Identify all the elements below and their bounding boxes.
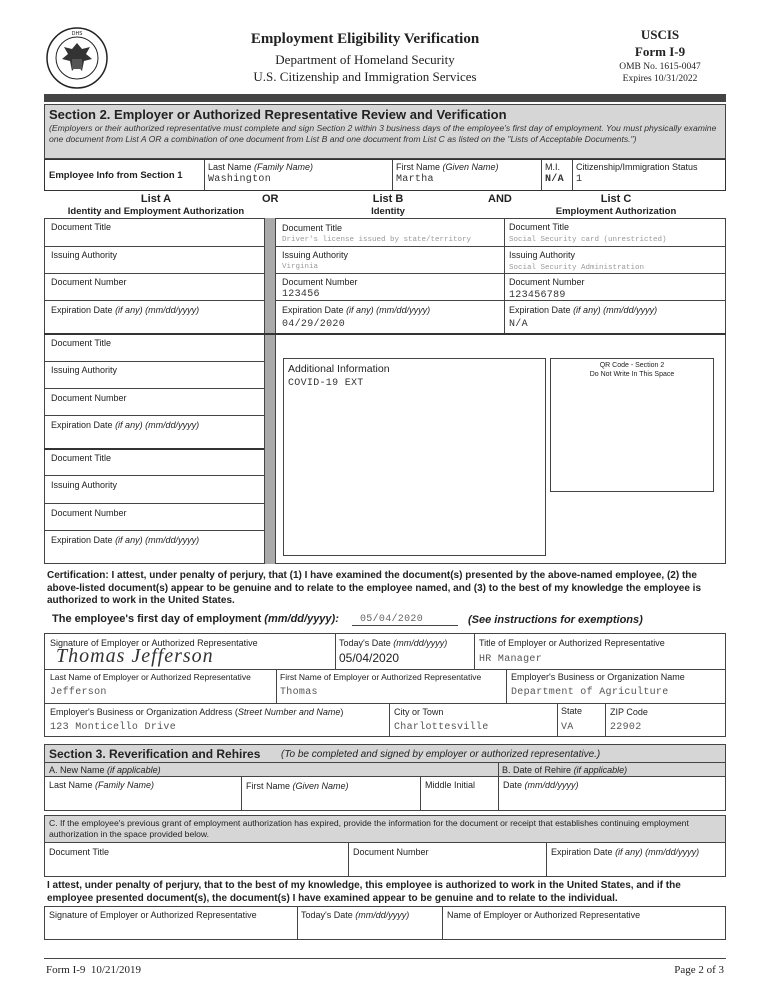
list-c-exp-label: Expiration Date (if any) (mm/dd/yyyy) — [509, 305, 658, 315]
s3-doc-title-label: Document Title — [49, 847, 110, 857]
additional-info-value[interactable]: COVID-19 EXT — [288, 378, 364, 389]
section3-header — [44, 744, 726, 763]
s3-first-name-label: First Name (Given Name) — [246, 781, 349, 791]
today-date-value[interactable]: 05/04/2020 — [339, 651, 400, 665]
new-name-label: A. New Name (if applicable) — [49, 765, 161, 775]
city-label: City or Town — [394, 707, 444, 717]
department-name: Department of Homeland Security — [275, 52, 455, 67]
s3-today-label: Today's Date (mm/dd/yyyy) — [301, 910, 410, 920]
form-title: Employment Eligibility Verification — [250, 31, 480, 47]
list-separator — [264, 218, 276, 564]
section2-instructions: (Employers or their authorized representative must complete and sign Section 2 within 3 business days of the employee's first day of employment. You must physically examine one document from List A OR a combination of one document from List B and one document from List C as listed on the "Lists of Acceptable Documents.") — [49, 123, 717, 144]
exemptions-note: (See instructions for exemptions) — [468, 614, 643, 626]
list-c-doc-title-value[interactable]: Social Security card (unrestricted) — [509, 236, 667, 244]
list-a3-issuing-label: Issuing Authority — [51, 480, 118, 490]
list-a1-doc-title-label: Document Title — [51, 222, 112, 232]
list-a2-issuing-label: Issuing Authority — [51, 365, 118, 375]
org-name-value[interactable]: Department of Agriculture — [511, 687, 669, 698]
city-value[interactable]: Charlottesville — [394, 722, 489, 733]
list-b-issuing-value[interactable]: Virginia — [282, 263, 319, 271]
list-a-subtitle: Identity and Employment Authorization — [67, 206, 245, 217]
s3-name-label: Name of Employer or Authorized Representative — [447, 910, 641, 920]
list-b-title: List B — [372, 193, 404, 205]
mi-value[interactable]: N/A — [545, 174, 564, 185]
rehire-label: B. Date of Rehire (if applicable) — [502, 765, 628, 775]
list-b-subtitle: Identity — [371, 206, 405, 217]
list-a1-exp-label: Expiration Date (if any) (mm/dd/yyyy) — [51, 305, 200, 315]
s3-doc-number-label: Document Number — [353, 847, 429, 857]
list-c-doc-title-label: Document Title — [509, 222, 570, 232]
s3-signature-label: Signature of Employer or Authorized Representative — [49, 910, 257, 920]
and-label: AND — [488, 193, 512, 205]
footer-page-number: Page 2 of 3 — [674, 964, 724, 976]
employer-address-label: Employer's Business or Organization Address (Street Number and Name) — [50, 707, 344, 717]
list-b-doc-number-value[interactable]: 123456 — [282, 289, 320, 300]
list-c-issuing-value[interactable]: Social Security Administration — [509, 264, 645, 272]
list-a1-issuing-label: Issuing Authority — [51, 250, 118, 260]
list-a2-doc-title-label: Document Title — [51, 338, 112, 348]
zip-value[interactable]: 22902 — [610, 722, 642, 733]
employer-title-label: Title of Employer or Authorized Representative — [479, 638, 665, 648]
employer-last-name-value[interactable]: Jefferson — [50, 687, 107, 698]
employer-first-name-label: First Name of Employer or Authorized Representative — [280, 672, 482, 682]
state-value[interactable]: VA — [561, 722, 574, 733]
additional-info-box[interactable] — [283, 358, 546, 556]
last-name-value[interactable]: Washington — [208, 174, 272, 185]
list-c-subtitle: Employment Authorization — [555, 206, 677, 217]
list-c-exp-value[interactable]: N/A — [509, 319, 528, 330]
dhs-seal — [46, 27, 108, 89]
list-b-doc-number-label: Document Number — [282, 277, 358, 287]
org-name-label: Employer's Business or Organization Name — [511, 672, 685, 682]
form-number: Form I-9 — [634, 44, 686, 59]
omb-number: OMB No. 1615-0047 — [619, 62, 701, 72]
list-b-issuing-label: Issuing Authority — [282, 250, 349, 260]
list-a3-doc-number-label: Document Number — [51, 508, 127, 518]
list-b-doc-title-value[interactable]: Driver's license issued by state/territory — [282, 236, 472, 244]
status-label: Citizenship/Immigration Status — [576, 162, 698, 172]
list-a1-doc-number-label: Document Number — [51, 277, 127, 287]
uscis-label: USCIS — [640, 27, 680, 42]
list-a2-exp-label: Expiration Date (if any) (mm/dd/yyyy) — [51, 420, 200, 430]
svg-text:DHS: DHS — [71, 31, 83, 37]
section3-attest: I attest, under penalty of perjury, that to the best of my knowledge, this employee is authorized to work in the United States, and if the employee presented document(s), the document(s) I have examined appear to be genuine and to relate to the individual. — [47, 880, 681, 904]
list-c-doc-number-label: Document Number — [509, 277, 585, 287]
s3-date-label: Date (mm/dd/yyyy) — [503, 780, 579, 790]
list-b-exp-value[interactable]: 04/29/2020 — [282, 319, 346, 330]
qr-code-box — [550, 358, 714, 492]
employer-signature[interactable]: Thomas Jefferson — [56, 645, 214, 667]
certification-text: Certification: I attest, under penalty of perjury, that (1) I have examined the document(s) presented by the above-named employee, (2) the above-listed document(s) appear to be genuine and to relate to the employee named, and (3) to the best of my knowledge the employee is authorized to work in the United States. — [47, 570, 702, 606]
employer-title-value[interactable]: HR Manager — [479, 654, 543, 665]
employee-info-row — [44, 159, 726, 191]
employer-address-value[interactable]: 123 Monticello Drive — [50, 722, 177, 733]
mi-label: M.I. — [545, 162, 560, 172]
today-date-label: Today's Date (mm/dd/yyyy) — [339, 638, 448, 648]
qr-line1: QR Code - Section 2 — [599, 362, 665, 369]
first-day-label: The employee's first day of employment (mm/dd/yyyy): — [52, 613, 339, 625]
s3-middle-initial-label: Middle Initial — [425, 780, 476, 790]
list-b-exp-label: Expiration Date (if any) (mm/dd/yyyy) — [282, 305, 431, 315]
list-b-doc-title-label: Document Title — [282, 223, 343, 233]
list-a3-doc-title-label: Document Title — [51, 453, 112, 463]
list-c-doc-number-value[interactable]: 123456789 — [509, 290, 566, 301]
status-value[interactable]: 1 — [576, 174, 583, 185]
zip-label: ZIP Code — [610, 707, 648, 717]
s3-last-name-label: Last Name (Family Name) — [49, 780, 155, 790]
s3-exp-label: Expiration Date (if any) (mm/dd/yyyy) — [551, 847, 700, 857]
employer-signature-label: Signature of Employer or Authorized Representative — [50, 638, 258, 648]
header-rule — [44, 94, 726, 102]
list-a2-doc-number-label: Document Number — [51, 393, 127, 403]
state-label: State — [561, 706, 583, 716]
last-name-label: Last Name (Family Name) — [208, 162, 314, 172]
or-label: OR — [262, 193, 279, 205]
section3-title: Section 3. Reverification and Rehires — [49, 747, 261, 761]
additional-info-label: Additional Information — [288, 363, 390, 375]
qr-line2: Do Not Write In This Space — [589, 371, 675, 378]
list-c-issuing-label: Issuing Authority — [509, 250, 576, 260]
expiration-note: Expires 10/31/2022 — [622, 74, 698, 84]
employer-first-name-value[interactable]: Thomas — [280, 687, 318, 698]
section3-c-text: C. If the employee's previous grant of employment authorization has expired, provide the information for the document or receipt that establishes continuing employment authorization in the space provided below. — [49, 818, 689, 839]
first-day-value[interactable]: 05/04/2020 — [352, 614, 458, 626]
section2-header — [44, 104, 726, 159]
employer-last-name-label: Last Name of Employer or Authorized Representative — [50, 672, 251, 682]
section2-title: Section 2. Employer or Authorized Representative Review and Verification — [49, 107, 507, 122]
list-c-title: List C — [600, 193, 632, 205]
section3-subtitle: (To be completed and signed by employer or authorized representative.) — [281, 749, 601, 760]
list-a3-exp-label: Expiration Date (if any) (mm/dd/yyyy) — [51, 535, 200, 545]
agency-name: U.S. Citizenship and Immigration Services — [253, 69, 477, 84]
employee-info-label: Employee Info from Section 1 — [49, 170, 183, 181]
first-name-label: First Name (Given Name) — [396, 162, 499, 172]
footer-form-edition: Form I-9 10/21/2019 — [46, 964, 142, 976]
first-name-value[interactable]: Martha — [396, 174, 434, 185]
list-a-title: List A — [140, 193, 172, 205]
